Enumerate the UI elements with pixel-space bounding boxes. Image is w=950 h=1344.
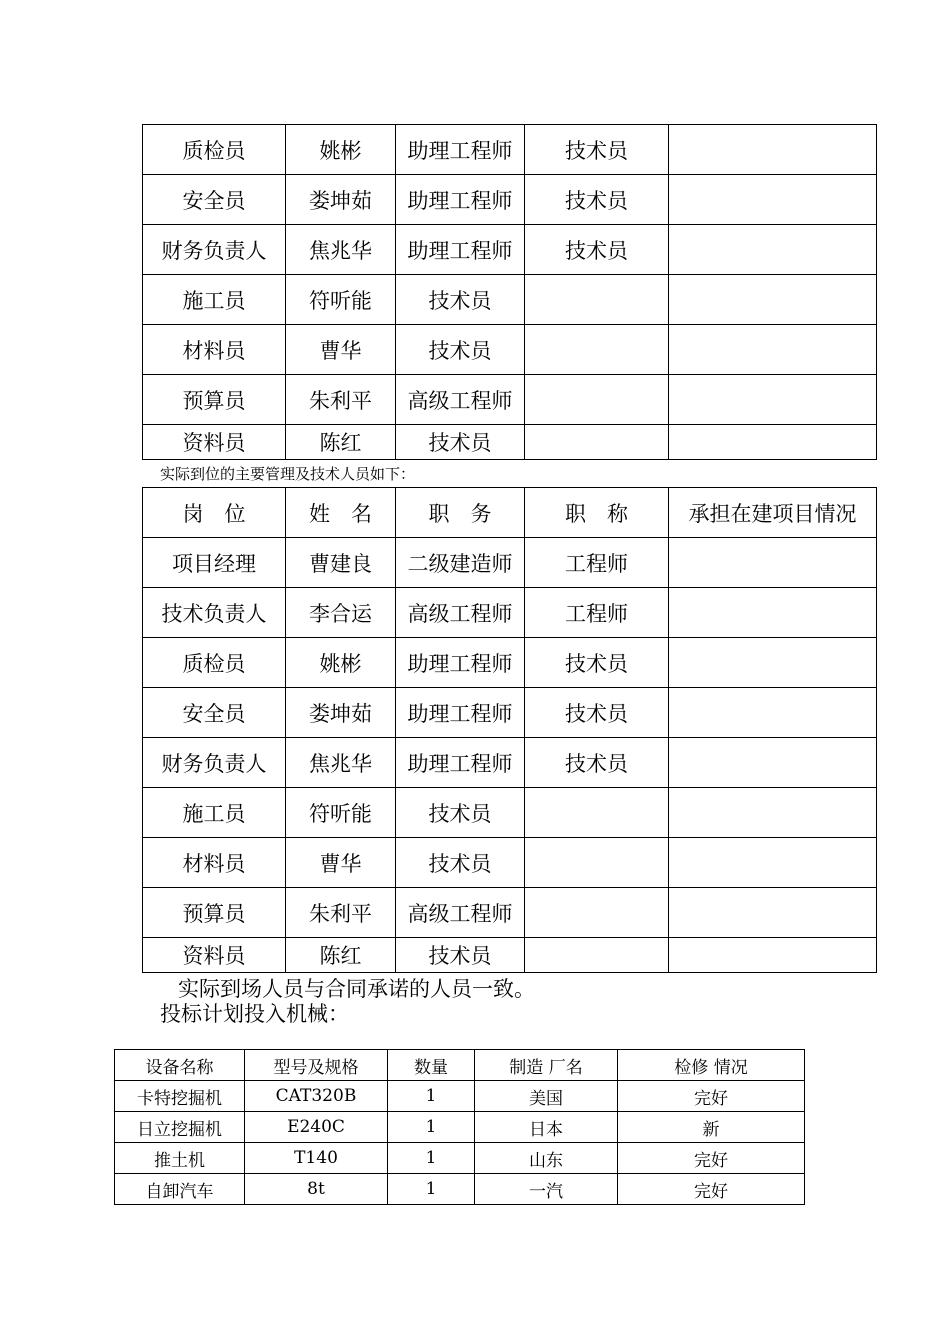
project-cell <box>669 125 877 175</box>
project-cell <box>669 588 877 638</box>
project-cell <box>669 538 877 588</box>
model-cell: 8t <box>245 1174 388 1205</box>
title-cell <box>525 938 669 973</box>
duty-cell: 技术员 <box>396 325 525 375</box>
table-row <box>143 938 877 973</box>
name-cell: 姚彬 <box>286 125 396 175</box>
name-cell: 姚彬 <box>286 638 396 688</box>
table-header-row <box>115 1050 805 1081</box>
table-row <box>143 788 877 838</box>
duty-cell: 技术员 <box>396 788 525 838</box>
name-cell: 焦兆华 <box>286 738 396 788</box>
title-cell: 技术员 <box>525 688 669 738</box>
position-cell: 材料员 <box>143 325 286 375</box>
project-cell <box>669 225 877 275</box>
name-cell: 陈红 <box>286 938 396 973</box>
table-row <box>143 425 877 460</box>
name-cell: 曹建良 <box>286 538 396 588</box>
manufacturer-cell: 一汽 <box>475 1174 618 1205</box>
table-row <box>143 125 877 175</box>
name-cell: 娄坤茹 <box>286 688 396 738</box>
title-cell: 工程师 <box>525 588 669 638</box>
position-cell: 财务负责人 <box>143 738 286 788</box>
equipment-name-cell: 自卸汽车 <box>115 1174 245 1205</box>
project-cell <box>669 175 877 225</box>
header-model-spec: 型号及规格 <box>245 1050 388 1081</box>
title-cell <box>525 888 669 938</box>
model-cell: T140 <box>245 1143 388 1174</box>
equipment-name-cell: 日立挖掘机 <box>115 1112 245 1143</box>
project-cell <box>669 838 877 888</box>
position-cell: 技术负责人 <box>143 588 286 638</box>
duty-cell: 助理工程师 <box>396 175 525 225</box>
table-row <box>143 225 877 275</box>
project-cell <box>669 425 877 460</box>
machinery-table <box>114 1049 805 1205</box>
header-manufacturer: 制造 厂名 <box>475 1050 618 1081</box>
manufacturer-cell: 美国 <box>475 1081 618 1112</box>
title-cell <box>525 425 669 460</box>
actual-staff-table <box>142 487 877 973</box>
header-projects: 承担在建项目情况 <box>669 488 877 538</box>
project-cell <box>669 325 877 375</box>
table-row <box>115 1174 805 1205</box>
duty-cell: 技术员 <box>396 275 525 325</box>
position-cell: 预算员 <box>143 888 286 938</box>
name-cell: 李合运 <box>286 588 396 638</box>
quantity-cell: 1 <box>388 1143 475 1174</box>
title-cell: 技术员 <box>525 175 669 225</box>
project-cell <box>669 938 877 973</box>
position-cell: 安全员 <box>143 175 286 225</box>
project-cell <box>669 788 877 838</box>
table-row <box>143 538 877 588</box>
condition-cell: 新 <box>618 1112 805 1143</box>
condition-cell: 完好 <box>618 1143 805 1174</box>
position-cell: 质检员 <box>143 125 286 175</box>
header-name: 姓 名 <box>286 488 396 538</box>
title-cell <box>525 325 669 375</box>
condition-cell: 完好 <box>618 1081 805 1112</box>
title-cell: 工程师 <box>525 538 669 588</box>
duty-cell: 技术员 <box>396 425 525 460</box>
duty-cell: 技术员 <box>396 938 525 973</box>
duty-cell: 助理工程师 <box>396 738 525 788</box>
title-cell <box>525 375 669 425</box>
title-cell <box>525 275 669 325</box>
duty-cell: 助理工程师 <box>396 688 525 738</box>
condition-cell: 完好 <box>618 1174 805 1205</box>
table-row <box>143 838 877 888</box>
position-cell: 材料员 <box>143 838 286 888</box>
table-row <box>115 1112 805 1143</box>
model-cell: CAT320B <box>245 1081 388 1112</box>
actual-staff-note: 实际到位的主要管理及技术人员如下： <box>160 465 416 483</box>
title-cell <box>525 788 669 838</box>
model-cell: E240C <box>245 1112 388 1143</box>
manufacturer-cell: 日本 <box>475 1112 618 1143</box>
position-cell: 安全员 <box>143 688 286 738</box>
header-duty: 职 务 <box>396 488 525 538</box>
staff-consistency-note: 实际到场人员与合同承诺的人员一致。 <box>178 977 535 1001</box>
table-row <box>143 738 877 788</box>
header-condition: 检修 情况 <box>618 1050 805 1081</box>
project-cell <box>669 375 877 425</box>
table-header-row <box>143 488 877 538</box>
project-cell <box>669 638 877 688</box>
machinery-heading: 投标计划投入机械： <box>160 1002 349 1026</box>
staff-table-continued <box>142 124 877 460</box>
duty-cell: 助理工程师 <box>396 125 525 175</box>
table-row <box>115 1143 805 1174</box>
position-cell: 施工员 <box>143 788 286 838</box>
quantity-cell: 1 <box>388 1112 475 1143</box>
position-cell: 质检员 <box>143 638 286 688</box>
duty-cell: 高级工程师 <box>396 588 525 638</box>
title-cell <box>525 838 669 888</box>
quantity-cell: 1 <box>388 1081 475 1112</box>
table-row <box>143 638 877 688</box>
duty-cell: 二级建造师 <box>396 538 525 588</box>
header-title: 职 称 <box>525 488 669 538</box>
name-cell: 符听能 <box>286 275 396 325</box>
header-position: 岗 位 <box>143 488 286 538</box>
name-cell: 曹华 <box>286 325 396 375</box>
title-cell: 技术员 <box>525 125 669 175</box>
name-cell: 焦兆华 <box>286 225 396 275</box>
duty-cell: 高级工程师 <box>396 375 525 425</box>
position-cell: 资料员 <box>143 425 286 460</box>
position-cell: 项目经理 <box>143 538 286 588</box>
duty-cell: 助理工程师 <box>396 225 525 275</box>
table-row <box>143 175 877 225</box>
title-cell: 技术员 <box>525 225 669 275</box>
header-equipment-name: 设备名称 <box>115 1050 245 1081</box>
project-cell <box>669 275 877 325</box>
table-row <box>143 375 877 425</box>
header-quantity: 数量 <box>388 1050 475 1081</box>
position-cell: 资料员 <box>143 938 286 973</box>
title-cell: 技术员 <box>525 738 669 788</box>
name-cell: 陈红 <box>286 425 396 460</box>
quantity-cell: 1 <box>388 1174 475 1205</box>
name-cell: 符听能 <box>286 788 396 838</box>
table-row <box>143 688 877 738</box>
title-cell: 技术员 <box>525 638 669 688</box>
name-cell: 娄坤茹 <box>286 175 396 225</box>
position-cell: 施工员 <box>143 275 286 325</box>
manufacturer-cell: 山东 <box>475 1143 618 1174</box>
table-row <box>143 275 877 325</box>
project-cell <box>669 738 877 788</box>
duty-cell: 技术员 <box>396 838 525 888</box>
table-row <box>143 325 877 375</box>
name-cell: 朱利平 <box>286 375 396 425</box>
position-cell: 财务负责人 <box>143 225 286 275</box>
equipment-name-cell: 卡特挖掘机 <box>115 1081 245 1112</box>
table-row <box>143 888 877 938</box>
position-cell: 预算员 <box>143 375 286 425</box>
project-cell <box>669 688 877 738</box>
table-row <box>143 588 877 638</box>
equipment-name-cell: 推土机 <box>115 1143 245 1174</box>
table-row <box>115 1081 805 1112</box>
name-cell: 朱利平 <box>286 888 396 938</box>
project-cell <box>669 888 877 938</box>
name-cell: 曹华 <box>286 838 396 888</box>
duty-cell: 高级工程师 <box>396 888 525 938</box>
duty-cell: 助理工程师 <box>396 638 525 688</box>
